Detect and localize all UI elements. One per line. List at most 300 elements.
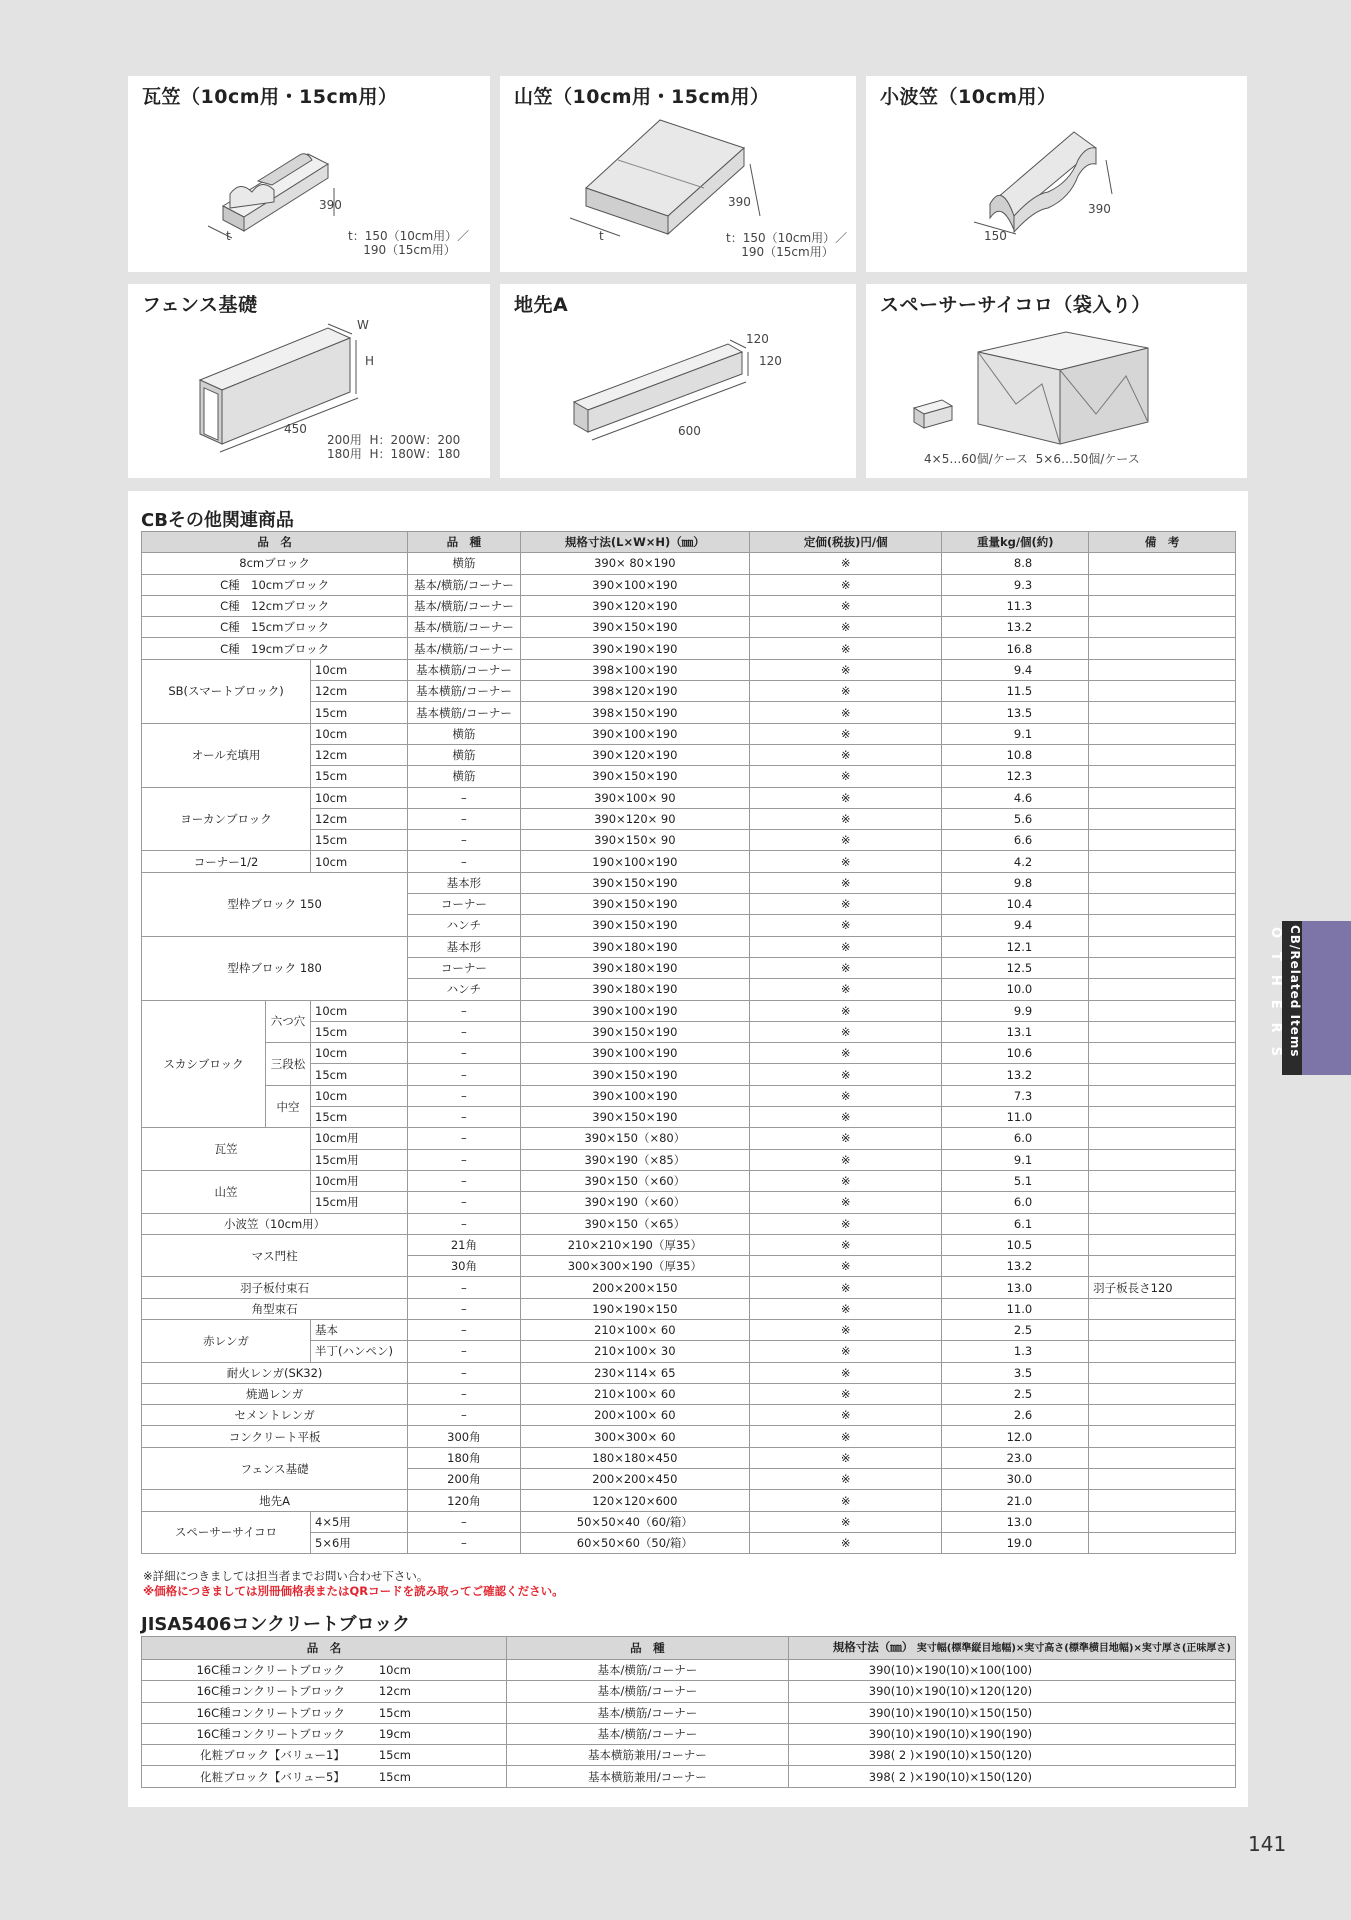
table-cell: 390×190（×60） [520,1192,749,1213]
jis-col-size [788,1637,1235,1660]
table-row [142,1277,1236,1298]
table-cell: 190×100×190 [520,851,749,872]
table-row [142,723,1236,744]
table-cell: ※ [750,595,942,616]
table-cell: ※ [750,1405,942,1426]
table-cell: ※ [750,1511,942,1532]
table-cell: – [408,808,520,829]
table-cell: ハンチ [408,915,520,936]
table-cell: ※ [750,1426,942,1447]
table-cell: 15cm [311,1107,408,1128]
table-cell: – [408,1383,520,1404]
table-cell [1089,957,1236,978]
table-cell: 16.8 [942,638,1089,659]
product-card-fence-base [128,284,490,478]
table-cell: 10.4 [942,894,1089,915]
table-cell: スペーサーサイコロ [142,1511,311,1554]
table-cell: 390×120×190 [520,595,749,616]
table-cell [1089,1170,1236,1191]
table-cell: 5.6 [942,808,1089,829]
table-cell: 基本/横筋/コーナー [506,1681,788,1702]
table-cell: 3.5 [942,1362,1089,1383]
product-caption: 4×5…60個/ケース 5×6…50個/ケース [924,452,1140,466]
table-cell: 190×190×150 [520,1298,749,1319]
table-cell: スカシブロック [142,1000,266,1128]
table-cell: ※ [750,787,942,808]
col-header-remarks: 備 考 [1089,532,1236,553]
table-cell: 390×100×190 [520,1085,749,1106]
table-row [142,1702,1236,1723]
table-cell: 390×150×190 [520,872,749,893]
table-cell [1089,1128,1236,1149]
jis-col-name: 品 名 [142,1637,507,1660]
table-cell: 基本形 [408,872,520,893]
cb-section-title: CBその他関連商品 [141,510,294,531]
table-row [142,936,1236,957]
table-cell: 13.0 [942,1511,1089,1532]
table-cell: 390×150（×60） [520,1170,749,1191]
table-cell: 10cm [311,1043,408,1064]
table-cell: ※ [750,872,942,893]
table-cell: ※ [750,702,942,723]
table-row [142,1000,1236,1021]
table-cell [1089,1298,1236,1319]
table-cell: 180角 [408,1447,520,1468]
table-cell: 390×100×190 [520,723,749,744]
table-cell: 耐火レンガ(SK32) [142,1362,408,1383]
table-cell: 羽子板付束石 [142,1277,408,1298]
table-cell: 13.2 [942,617,1089,638]
table-cell: – [408,1532,520,1553]
table-row [142,1723,1236,1744]
table-cell: 390×100×190 [520,574,749,595]
table-cell: – [408,1277,520,1298]
table-cell: 390×150×190 [520,617,749,638]
table-row [142,1405,1236,1426]
table-row [142,553,1236,574]
table-cell: 390×100× 90 [520,787,749,808]
table-cell: 390×190（×85） [520,1149,749,1170]
table-cell [1089,1341,1236,1362]
table-cell: 9.8 [942,872,1089,893]
table-cell: 瓦笠 [142,1128,311,1171]
jis-col-type: 品 種 [506,1637,788,1660]
table-cell: 基本横筋/コーナー [408,681,520,702]
table-cell [1089,1064,1236,1085]
table-cell: 12cm [311,681,408,702]
table-cell: – [408,1341,520,1362]
table-cell: 13.0 [942,1277,1089,1298]
table-cell [1089,1149,1236,1170]
table-cell: ※ [750,1085,942,1106]
table-cell: コーナー [408,894,520,915]
table-cell: 横筋 [408,553,520,574]
table-cell: 化粧ブロック【バリュー1】 [142,1745,375,1766]
table-cell: – [408,1064,520,1085]
table-cell: 15cm [311,766,408,787]
table-cell: ※ [750,681,942,702]
product-title: 山笠（10cm用・15cm用） [514,86,770,108]
table-cell: 15cm用 [311,1149,408,1170]
table-cell [1089,936,1236,957]
table-cell: 基本横筋兼用/コーナー [506,1766,788,1787]
table-cell: ※ [750,1064,942,1085]
table-cell: 基本/横筋/コーナー [506,1660,788,1681]
table-cell [1089,1532,1236,1553]
table-cell: ※ [750,1170,942,1191]
table-row [142,638,1236,659]
table-cell: 12cm [375,1681,507,1702]
table-cell: 半丁(ハンペン) [311,1341,408,1362]
table-cell [1089,1511,1236,1532]
table-cell: ハンチ [408,979,520,1000]
table-cell: 50×50×40（60/箱） [520,1511,749,1532]
table-cell: 角型束石 [142,1298,408,1319]
jis-table [141,1636,1236,1788]
product-caption: t：150（10cm用）／ 190（15cm用） [726,231,848,259]
table-cell: SB(スマートブロック) [142,659,311,723]
table-cell: 5×6用 [311,1532,408,1553]
table-cell: ※ [750,1298,942,1319]
table-cell: 基本/横筋/コーナー [506,1723,788,1744]
table-cell: ※ [750,1532,942,1553]
col-header-size: 規格寸法(L×W×H)（㎜） [520,532,749,553]
table-cell [1089,1319,1236,1340]
table-cell: 9.1 [942,1149,1089,1170]
table-cell: 398( 2 )×190(10)×150(120) [788,1766,1235,1787]
product-title: フェンス基礎 [142,294,258,316]
table-cell: 15cm [375,1766,507,1787]
table-cell: C種 15cmブロック [142,617,408,638]
table-cell [1089,1192,1236,1213]
table-cell: 12.3 [942,766,1089,787]
table-cell: コーナー1/2 [142,851,311,872]
table-cell [1089,1469,1236,1490]
table-cell: 10cm [311,787,408,808]
table-cell: 横筋 [408,723,520,744]
table-cell: ※ [750,1256,942,1277]
note-price: ※価格につきましては別冊価格表またはQRコードを読み取ってご確認ください。 [143,1584,564,1598]
table-cell: 16C種コンクリートブロック [142,1702,375,1723]
table-row [142,1383,1236,1404]
table-cell: 12cm [311,744,408,765]
spacer-bag-illustration [866,284,1247,478]
table-cell: 基本形 [408,936,520,957]
section-side-tab[interactable] [1268,921,1351,1075]
table-cell: 16C種コンクリートブロック [142,1681,375,1702]
table-row [142,1362,1236,1383]
table-cell: 15cm [375,1745,507,1766]
table-cell: ※ [750,1000,942,1021]
table-cell: 12cm [311,808,408,829]
table-cell: 19.0 [942,1532,1089,1553]
table-cell [1089,1000,1236,1021]
table-cell [1089,979,1236,1000]
table-cell: 390(10)×190(10)×150(150) [788,1702,1235,1723]
table-cell: 120角 [408,1490,520,1511]
table-cell: – [408,1405,520,1426]
table-cell: ※ [750,1107,942,1128]
table-cell: ※ [750,638,942,659]
dim-width: 120 [746,332,769,346]
table-cell: ※ [750,1128,942,1149]
table-cell: ※ [750,808,942,829]
table-row [142,1170,1236,1191]
table-cell: 三段松 [266,1043,311,1086]
table-cell: 小波笠（10cm用） [142,1213,408,1234]
dim-height: H [365,354,375,368]
table-cell: コンクリート平板 [142,1426,408,1447]
table-cell [1089,553,1236,574]
table-cell: 200×200×150 [520,1277,749,1298]
table-cell: 210×100× 60 [520,1383,749,1404]
table-cell: 10cm用 [311,1170,408,1191]
table-cell: ※ [750,830,942,851]
table-cell [1089,1426,1236,1447]
table-cell: – [408,851,520,872]
table-cell: 15cm [311,1021,408,1042]
table-cell: 16C種コンクリートブロック [142,1660,375,1681]
table-cell: 基本横筋兼用/コーナー [506,1745,788,1766]
table-cell: 13.2 [942,1064,1089,1085]
table-cell: 30.0 [942,1469,1089,1490]
dim-height: 120 [759,354,782,368]
table-cell: 7.3 [942,1085,1089,1106]
table-cell: 210×210×190（厚35） [520,1234,749,1255]
table-cell [1089,808,1236,829]
table-cell: ※ [750,915,942,936]
table-cell: 390×150×190 [520,1107,749,1128]
cb-related-table [141,531,1236,1554]
table-cell [1089,894,1236,915]
table-cell: 羽子板長さ120 [1089,1277,1236,1298]
table-cell: 11.5 [942,681,1089,702]
table-cell: 赤レンガ [142,1319,311,1362]
product-caption: 200用 H：200W：200 180用 H：180W：180 [327,433,461,461]
table-cell: C種 12cmブロック [142,595,408,616]
dim-thickness: t [226,229,231,243]
table-cell: ※ [750,1447,942,1468]
dim-width: W [357,318,369,332]
table-cell: 300×300× 60 [520,1426,749,1447]
table-row [142,1490,1236,1511]
table-cell: 390(10)×190(10)×100(100) [788,1660,1235,1681]
table-cell: 390×180×190 [520,957,749,978]
table-cell: 6.6 [942,830,1089,851]
table-cell: – [408,1128,520,1149]
table-row [142,1681,1236,1702]
product-title: 小波笠（10cm用） [880,86,1057,108]
table-cell: ※ [750,1490,942,1511]
table-cell: – [408,1511,520,1532]
table-cell [1089,1362,1236,1383]
jis-col-size-detail: 実寸幅(標準縦目地幅)×実寸高さ(標準横目地幅)×実寸厚さ(正味厚さ) [916,1643,1231,1654]
table-cell: 12.5 [942,957,1089,978]
table-cell: ※ [750,723,942,744]
table-cell: ※ [750,574,942,595]
table-cell: 16C種コンクリートブロック [142,1723,375,1744]
table-cell: 10cm [311,1085,408,1106]
table-cell: ※ [750,1213,942,1234]
table-cell [1089,638,1236,659]
table-cell: 8.8 [942,553,1089,574]
note-contact: ※詳細につきましては担当者までお問い合わせ下さい。 [143,1569,429,1583]
table-cell [1089,681,1236,702]
table-cell: ヨーカンブロック [142,787,311,851]
table-cell: 15cm [311,702,408,723]
table-cell: 390×120× 90 [520,808,749,829]
table-cell: 2.5 [942,1383,1089,1404]
table-cell: 390(10)×190(10)×120(120) [788,1681,1235,1702]
table-cell: ※ [750,1383,942,1404]
konamigasa-illustration [866,76,1247,272]
table-cell: 1.3 [942,1341,1089,1362]
dim-thickness: t [599,229,604,243]
table-cell: 390×150×190 [520,1021,749,1042]
table-cell: 300角 [408,1426,520,1447]
table-cell [1089,1021,1236,1042]
table-cell: 6.0 [942,1192,1089,1213]
table-cell: 基本/横筋/コーナー [408,574,520,595]
table-cell: 21角 [408,1234,520,1255]
table-cell [1089,1447,1236,1468]
table-cell: 13.5 [942,702,1089,723]
table-cell: 基本/横筋/コーナー [408,617,520,638]
table-cell [1089,915,1236,936]
table-cell: 横筋 [408,744,520,765]
table-row [142,617,1236,638]
product-caption: t：150（10cm用）／ 190（15cm用） [348,229,470,257]
table-cell: 中空 [266,1085,311,1128]
table-cell: 200×100× 60 [520,1405,749,1426]
table-cell: – [408,1107,520,1128]
table-cell: 30角 [408,1256,520,1277]
table-cell: – [408,1149,520,1170]
table-cell: – [408,830,520,851]
table-cell: 横筋 [408,766,520,787]
table-cell: 基本 [311,1319,408,1340]
table-cell [1089,702,1236,723]
table-cell: 9.4 [942,659,1089,680]
table-cell: ※ [750,1234,942,1255]
table-cell: 390×150×190 [520,915,749,936]
table-cell: 200×200×450 [520,1469,749,1490]
table-cell: 10cm [375,1660,507,1681]
product-card-kawagasa [128,76,490,272]
table-cell: 9.4 [942,915,1089,936]
table-cell [1089,659,1236,680]
table-row [142,574,1236,595]
table-cell: ※ [750,1469,942,1490]
jis-section-title: JISA5406コンクリートブロック [141,1614,411,1635]
col-header-type: 品 種 [408,532,520,553]
table-row [142,1085,1236,1106]
table-cell: 10.6 [942,1043,1089,1064]
table-cell: C種 19cmブロック [142,638,408,659]
table-cell: 390×100×190 [520,1000,749,1021]
table-cell: 基本横筋/コーナー [408,659,520,680]
table-cell: 10.8 [942,744,1089,765]
table-cell: 5.1 [942,1170,1089,1191]
table-cell: – [408,1192,520,1213]
table-row [142,851,1236,872]
table-cell: ※ [750,936,942,957]
table-cell: 390×150×190 [520,894,749,915]
dim-width: 150 [984,229,1007,243]
jis-header-row [142,1637,1236,1660]
table-cell: 6.1 [942,1213,1089,1234]
table-cell [1089,1213,1236,1234]
table-cell: ※ [750,1043,942,1064]
table-cell: ※ [750,957,942,978]
table-cell: ※ [750,1319,942,1340]
table-cell: 390× 80×190 [520,553,749,574]
table-cell: 398×150×190 [520,702,749,723]
product-card-yamagasa [500,76,856,272]
table-cell: マス門柱 [142,1234,408,1277]
table-cell: フェンス基礎 [142,1447,408,1490]
table-cell: 6.0 [942,1128,1089,1149]
table-cell: コーナー [408,957,520,978]
table-cell: 10cm [311,723,408,744]
table-cell: 11.0 [942,1298,1089,1319]
table-cell: セメントレンガ [142,1405,408,1426]
table-cell: – [408,1319,520,1340]
table-cell: オール充填用 [142,723,311,787]
table-cell [1089,787,1236,808]
table-cell: ※ [750,1362,942,1383]
table-cell: 10.5 [942,1234,1089,1255]
table-cell: 180×180×450 [520,1447,749,1468]
table-cell: – [408,787,520,808]
table-cell: 化粧ブロック【バリュー5】 [142,1766,375,1787]
table-cell: 12.0 [942,1426,1089,1447]
table-cell [1089,830,1236,851]
table-cell [1089,574,1236,595]
table-cell: ※ [750,851,942,872]
table-cell: 10cm [311,851,408,872]
table-cell: 8cmブロック [142,553,408,574]
table-cell: 390×150×190 [520,766,749,787]
product-card-jisaki [500,284,856,478]
table-cell: 15cm [375,1702,507,1723]
table-cell: ※ [750,1149,942,1170]
dim-length: 390 [728,195,751,209]
side-tab-subtitle: CB/Related Items [1288,925,1302,1058]
table-cell [1089,1256,1236,1277]
table-cell: 10.0 [942,979,1089,1000]
table-cell: 200角 [408,1469,520,1490]
table-row [142,1213,1236,1234]
table-cell: 13.1 [942,1021,1089,1042]
col-header-price: 定価(税抜)円/個 [750,532,942,553]
table-row [142,1298,1236,1319]
table-cell [1089,1107,1236,1128]
table-cell: 山笠 [142,1170,311,1213]
table-cell [1089,1085,1236,1106]
notes [143,1569,564,1599]
table-cell: – [408,1298,520,1319]
table-cell: 21.0 [942,1490,1089,1511]
table-row [142,595,1236,616]
table-cell: 230×114× 65 [520,1362,749,1383]
table-cell: ※ [750,1341,942,1362]
table-cell: 398×120×190 [520,681,749,702]
table-row [142,1128,1236,1149]
table-row [142,1319,1236,1340]
jisaki-illustration [500,284,856,478]
table-cell: 210×100× 30 [520,1341,749,1362]
